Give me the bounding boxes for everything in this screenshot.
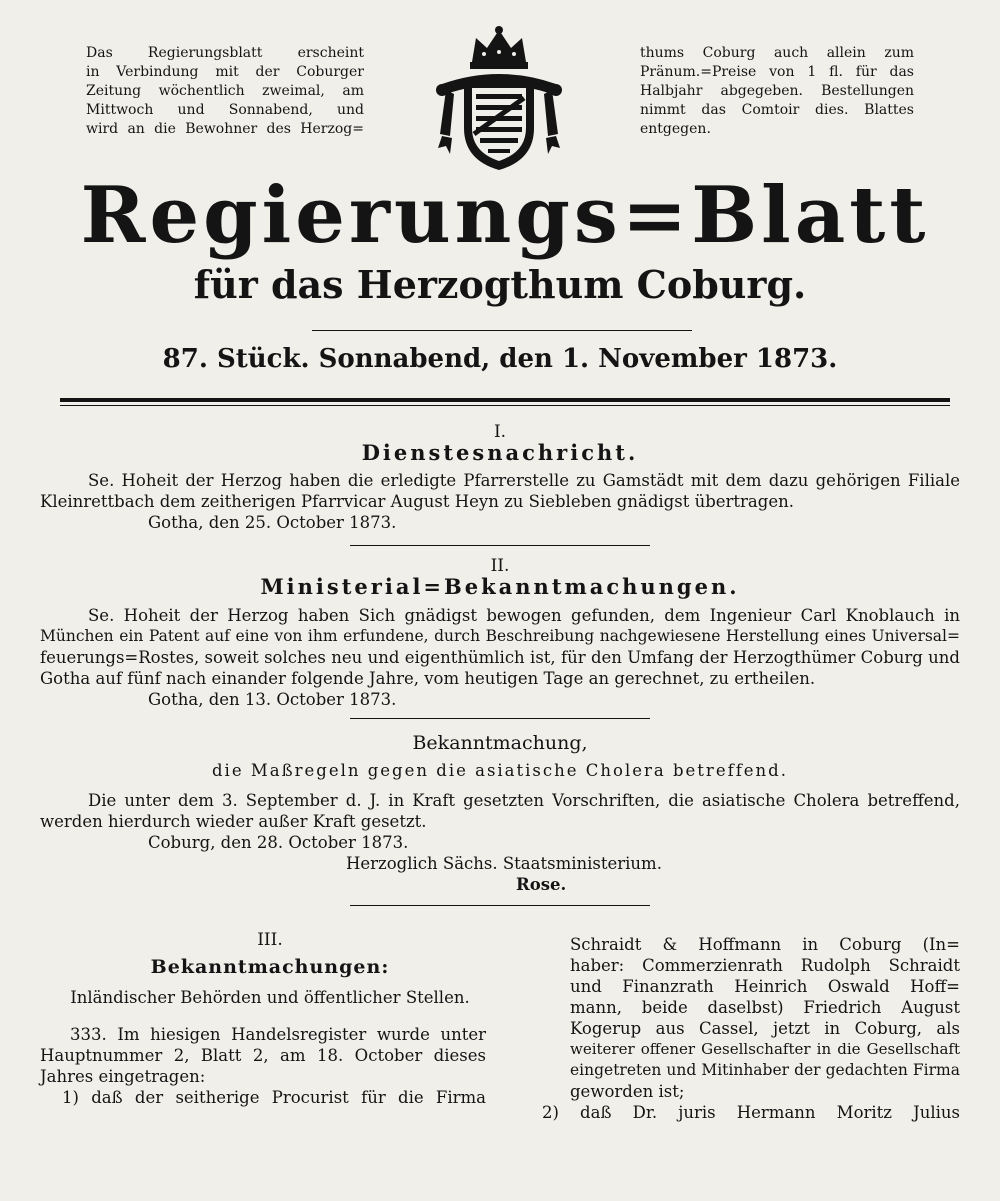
intro-right-line: Pränum.=Preise von 1 fl. für das <box>640 64 914 80</box>
intro-right-line: Halbjahr abgegeben. Bestellungen <box>640 83 914 99</box>
text-line: Kleinrettbach dem zeitherigen Pfarrvicar August Heyn zu Siebleben gnädigst übertragen. <box>40 492 794 511</box>
text-line: feuerungs=Rostes, soweit solches neu und eigenthümlich ist, für den Umfang der Herzogthümer Coburg und <box>40 648 960 667</box>
text-line: 1) daß der seitherige Procurist für die Firma <box>62 1088 486 1107</box>
section1-text <box>40 470 960 533</box>
text-line: Se. Hoheit der Herzog haben die erledigte Pfarrerstelle zu Gamstädt mit dem dazu gehörigen Filiale <box>88 471 960 490</box>
notice-subheading: die Maßregeln gegen die asiatische Cholera betreffend. <box>212 761 788 780</box>
intro-right <box>640 44 914 139</box>
intro-left-line: Zeitung wöchentlich zweimal, am <box>86 83 364 99</box>
section-numeral: III. <box>257 930 283 950</box>
text-line: Se. Hoheit der Herzog haben Sich gnädigst bewogen gefunden, dem Ingenieur Carl Knoblauch in <box>88 606 960 625</box>
intro-right-line: nimmt das Comtoir dies. Blattes <box>640 102 914 118</box>
section-numeral: I. <box>493 422 507 442</box>
section-subheading: Inländischer Behörden und öffentlicher Stellen. <box>70 988 470 1007</box>
place-date: Gotha, den 25. October 1873. <box>148 513 397 532</box>
place-date: Gotha, den 13. October 1873. <box>148 690 397 709</box>
intro-left-line: in Verbindung mit der Coburger <box>86 64 364 80</box>
divider <box>350 545 650 546</box>
issue-line: 87. Stück. Sonnabend, den 1. November 1873. <box>162 344 838 374</box>
notice-heading: Bekanntmachung, <box>412 732 588 754</box>
text-line: werden hierdurch wieder außer Kraft gesetzt. <box>40 812 427 831</box>
text-line: München ein Patent auf eine von ihm erfundene, durch Beschreibung nachgewiesene Herstellung eines Universal= <box>40 627 960 645</box>
masthead-subtitle: für das Herzogthum Coburg. <box>193 262 807 307</box>
divider <box>350 905 650 906</box>
intro-left-line: wird an die Bewohner des Herzog= <box>86 121 364 137</box>
text-line: Schraidt & Hoffmann in Coburg (In= <box>570 935 960 954</box>
divider <box>60 398 950 402</box>
signature: Rose. <box>516 875 567 894</box>
section3-left-column <box>40 1024 486 1108</box>
section-numeral: II. <box>490 556 510 576</box>
section2-text <box>40 605 960 710</box>
text-line: und Finanzrath Heinrich Oswald Hoff= <box>570 977 960 996</box>
place-date: Coburg, den 28. October 1873. <box>148 833 409 852</box>
masthead-title: Regierungs=Blatt <box>80 170 930 261</box>
section3-right-column <box>542 934 960 1123</box>
text-line: mann, beide daselbst) Friedrich August <box>570 998 960 1017</box>
notice-text <box>40 790 960 895</box>
text-line: geworden ist; <box>570 1082 685 1101</box>
text-line: weiterer offener Gesellschafter in die Gesellschaft <box>570 1040 960 1058</box>
intro-right-line: thums Coburg auch allein zum <box>640 45 914 61</box>
text-line: Jahres eingetragen: <box>40 1067 206 1086</box>
divider <box>60 405 950 406</box>
intro-left-line: Das Regierungsblatt erscheint <box>86 45 364 61</box>
coat-of-arms-icon <box>432 24 566 174</box>
text-line: haber: Commerzienrath Rudolph Schraidt <box>570 956 960 975</box>
section-heading: Dienstesnachricht. <box>361 440 639 465</box>
intro-right-line: entgegen. <box>640 121 711 137</box>
divider <box>312 330 692 331</box>
text-line: Hauptnummer 2, Blatt 2, am 18. October dieses <box>40 1046 486 1065</box>
text-line: eingetreten und Mitinhaber der gedachten Firma <box>570 1061 960 1079</box>
text-line: Kogerup aus Cassel, jetzt in Coburg, als <box>570 1019 960 1038</box>
section-heading: Bekanntmachungen: <box>150 956 390 978</box>
text-line: Gotha auf fünf nach einander folgende Jahre, vom heutigen Tage an gerechnet, zu ertheilen. <box>40 669 816 688</box>
text-line: 333. Im hiesigen Handelsregister wurde unter <box>70 1025 486 1044</box>
text-line: 2) daß Dr. juris Hermann Moritz Julius <box>542 1103 960 1122</box>
authority: Herzoglich Sächs. Staatsministerium. <box>346 854 662 873</box>
text-line: Die unter dem 3. September d. J. in Kraft gesetzten Vorschriften, die asiatische Cholera betreffend, <box>88 791 960 810</box>
intro-left-line: Mittwoch und Sonnabend, und <box>86 102 364 118</box>
section-heading: Ministerial=Bekanntmachungen. <box>260 574 740 599</box>
divider <box>350 718 650 719</box>
intro-left <box>86 44 364 139</box>
